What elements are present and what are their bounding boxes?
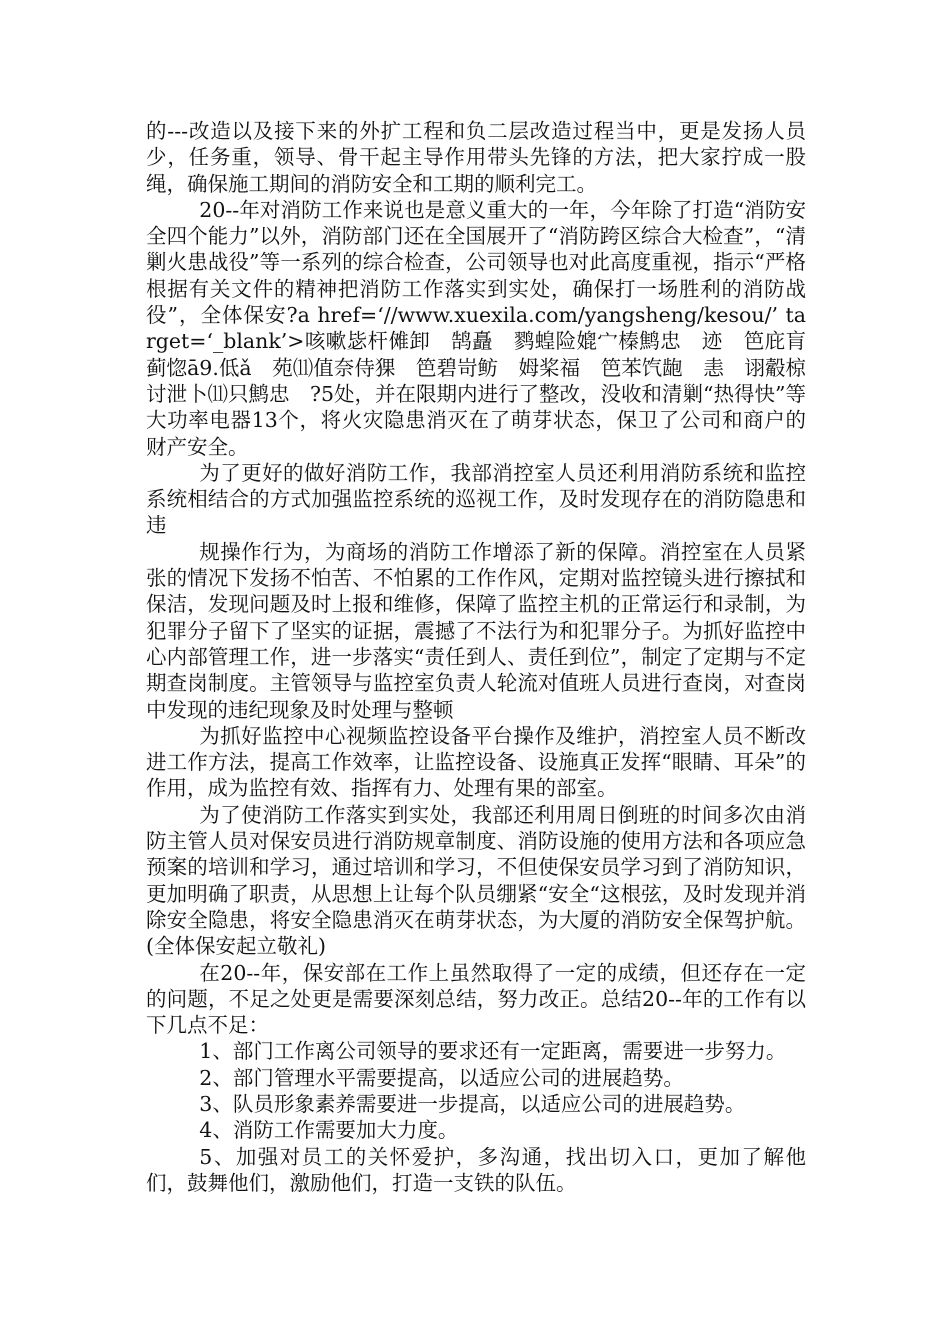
list-item-1: 1、部门工作离公司领导的要求还有一定距离，需要进一步努力。 [199,1039,787,1064]
list-item-4: 4、消防工作需要加大力度。 [199,1118,459,1143]
paragraph-2: 20--年对消防工作来说也是意义重大的一年，今年除了打造“消防安全四个能力”以外，消防部门还在全国展开了“消防跨区综合大检查”，“清剿火患战役”等一系列的综合检查，公司领导也对此高度重视，指示“严格根据有关文件的精神把消防工作落实到实处，确保打一场胜利的消防战役”，全体保安?a href=‘//www.xuexila.com/yangsheng/kesou/’ target=‘_blank’>咳嗽毖杆傩卸 鹄矗 鹨蝗险媲宀榛鹪忠 迹 笆庇肓蓟惚ā9.低ǎ 苑⑾值奈侍猓 笆碧岢鲂 姆桨福 笆苯饩龅 恚 诩觳椋 讨泄卜⑾只鹪忠 ?5处，并在限期内进行了整改，没收和清剿“热得快”等大功率电器13个，将火灾隐患消灭在了萌芽状态，保卫了公司和商户的财产安全。 [146,197,827,459]
paragraph-4: 规操作行为，为商场的消防工作增添了新的保障。消控室在人员紧张的情况下发扬不怕苦、不怕累的工作作风，定期对监控镜头进行擦拭和保洁，发现问题及时上报和维修，保障了监控主机的正常运行和录制，为犯罪分子留下了坚实的证据，震撼了不法行为和犯罪分子。为抓好监控中心内部管理工作，进一步落实“责任到人、责任到位”，制定了定期与不定期查岗制度。主管领导与监控室负责人轮流对值班人员进行查岗，对查岗中发现的违纪现象及时处理与整顿 [146,539,806,722]
document-body [146,118,827,1196]
paragraph-3: 为了更好的做好消防工作，我部消控室人员还利用消防系统和监控系统相结合的方式加强监控系统的巡视工作，及时发现存在的消防隐患和违 [146,460,806,538]
list-item-5: 5、加强对员工的关怀爱护，多沟通，找出切入口，更加了解他们，鼓舞他们，激励他们，打造一支铁的队伍。 [146,1144,806,1195]
paragraph-1: 的---改造以及接下来的外扩工程和负二层改造过程当中，更是发扬人员少，任务重，领导、骨干起主导作用带头先锋的方法，把大家拧成一股绳，确保施工期间的消防安全和工期的顺利完工。 [146,119,806,196]
list-item-2: 2、部门管理水平需要提高，以适应公司的进展趋势。 [199,1065,684,1090]
list-item-3: 3、队员形象素养需要进一步提高，以适应公司的进展趋势。 [199,1091,746,1116]
paragraph-6: 为了使消防工作落实到实处，我部还利用周日倒班的时间多次由消防主管人员对保安员进行消防规章制度、消防设施的使用方法和各项应急预案的培训和学习，通过培训和学习，不但使保安员学习到了消防知识，更加明确了职责，从思想上让每个队员绷紧“安全“这根弦，及时发现并消除安全隐患，将安全隐患消灭在萌芽状态，为大厦的消防安全保驾护航。(全体保安起立敬礼) [146,802,806,959]
paragraph-5: 为抓好监控中心视频监控设备平台操作及维护，消控室人员不断改进工作方法，提高工作效率，让监控设备、设施真正发挥“眼睛、耳朵”的作用，成为监控有效、指挥有力、处理有果的部室。 [146,723,806,801]
paragraph-7: 在20--年，保安部在工作上虽然取得了一定的成绩，但还存在一定的问题，不足之处更是需要深刻总结，努力改正。总结20--年的工作有以下几点不足： [146,960,806,1038]
